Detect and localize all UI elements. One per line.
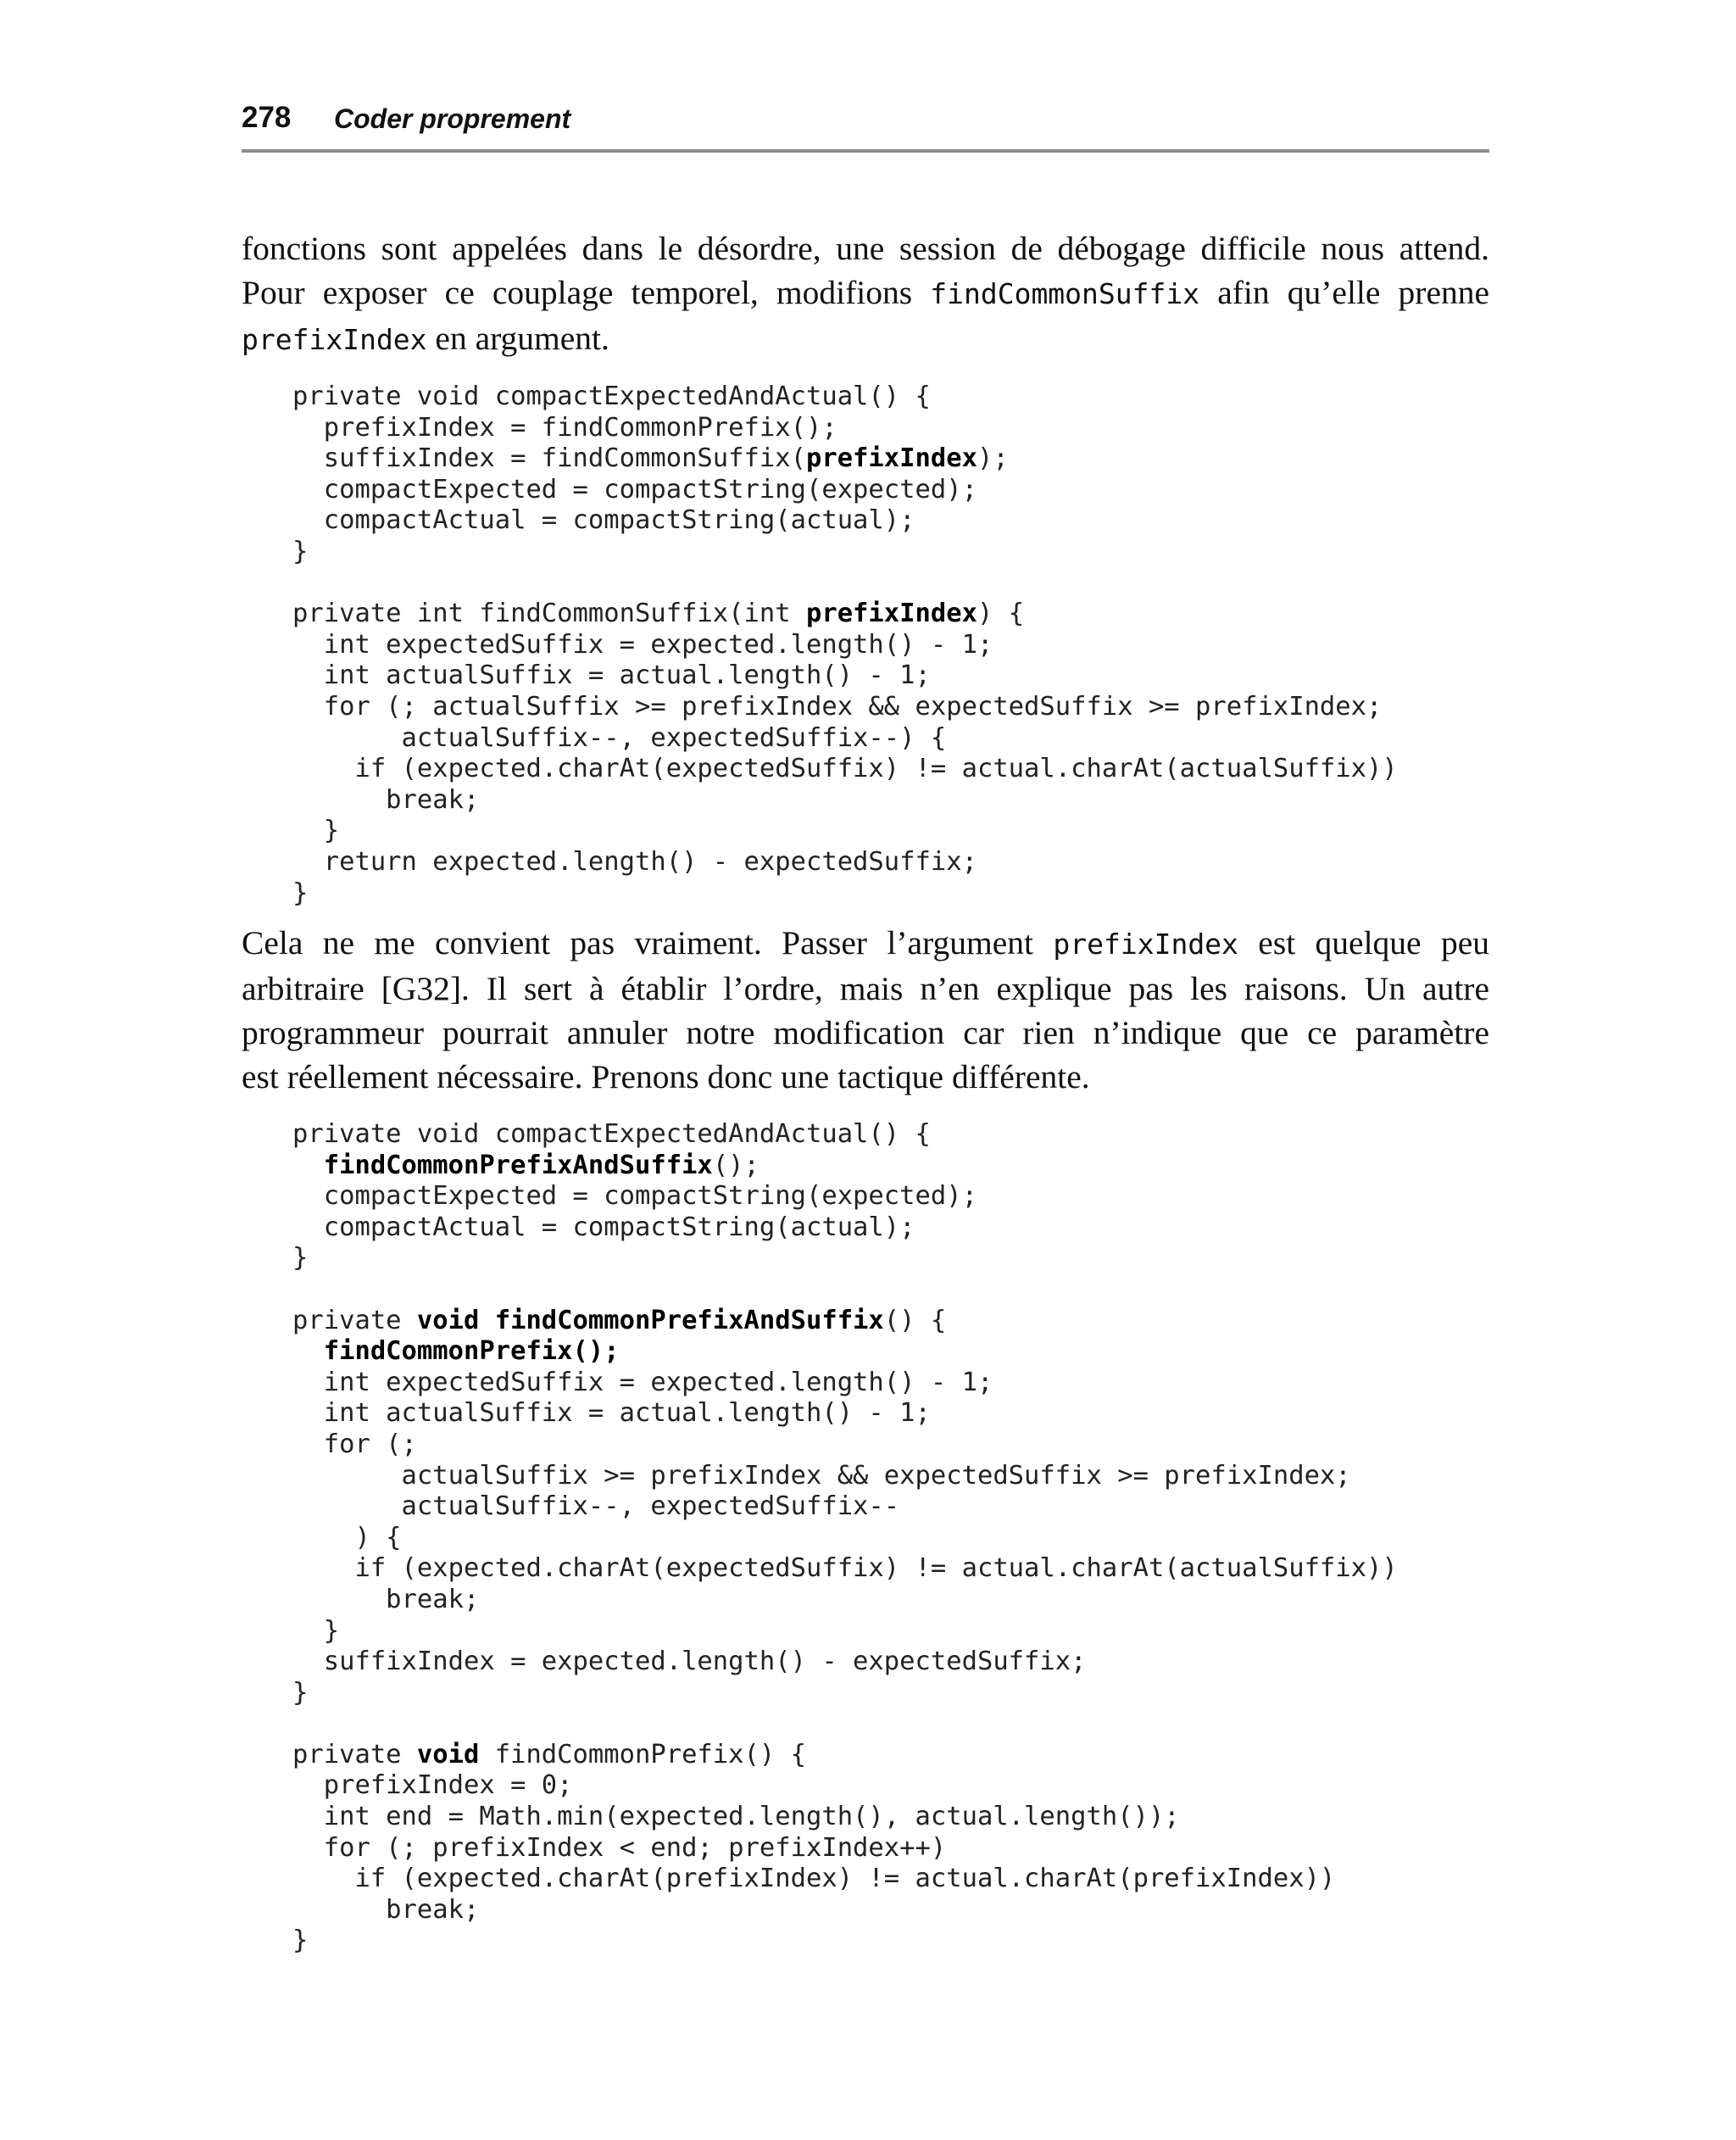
code-line: if (expected.charAt(expectedSuffix) != actual.charAt(actualSuffix)) xyxy=(292,1553,1398,1584)
code-line: findCommonPrefixAndSuffix(); xyxy=(323,1150,760,1180)
running-title: Coder proprement xyxy=(334,103,571,134)
code-line xyxy=(292,568,1398,599)
code-line: } xyxy=(292,536,309,566)
code-line: } xyxy=(292,878,309,908)
code-line: if (expected.charAt(prefixIndex) != actual.charAt(prefixIndex)) xyxy=(292,1864,1336,1894)
code-line: return expected.length() - expectedSuffix; xyxy=(292,846,977,877)
code-line: } xyxy=(292,816,340,846)
code-line: int expectedSuffix = expected.length() - 1; xyxy=(292,629,993,660)
highlighted-code: prefixIndex xyxy=(805,599,977,629)
code-line: suffixIndex = findCommonSuffix(prefixIndex); xyxy=(292,443,1009,474)
code-listing-2 xyxy=(292,1119,1398,1957)
code-line: int actualSuffix = actual.length() - 1; xyxy=(292,1398,931,1429)
code-line: actualSuffix--, expectedSuffix-- xyxy=(292,1491,900,1522)
code-line: break; xyxy=(292,784,480,815)
paragraph-intro xyxy=(242,226,1489,362)
code-line: private void findCommonPrefix() { xyxy=(292,1739,806,1769)
code-line: actualSuffix >= prefixIndex && expectedSuffix >= prefixIndex; xyxy=(292,1460,1351,1491)
code-line: compactExpected = compactString(expected); xyxy=(292,474,977,504)
code-line: int expectedSuffix = expected.length() - 1; xyxy=(292,1367,993,1397)
code-listing-1 xyxy=(292,382,1398,909)
text-line: Cela ne me convient pas vraiment. Passer l’argument prefixIndex est quelque peu xyxy=(242,924,1489,961)
text-line: programmeur pourrait annuler notre modification car rien n’indique que ce paramètre xyxy=(242,1014,1489,1051)
code-line: compactActual = compactString(actual); xyxy=(292,1212,915,1242)
code-line: compactActual = compactString(actual); xyxy=(292,505,915,536)
code-line: for (; prefixIndex < end; prefixIndex++) xyxy=(292,1832,947,1863)
code-line: private void compactExpectedAndActual() { xyxy=(292,1119,931,1149)
code-line: } xyxy=(292,1615,340,1646)
code-line: for (; xyxy=(292,1429,417,1459)
page-number: 278 xyxy=(242,101,292,134)
paragraph-discussion xyxy=(242,921,1489,1099)
code-line xyxy=(292,1708,1398,1740)
code-line: int actualSuffix = actual.length() - 1; xyxy=(292,660,931,691)
highlighted-code: prefixIndex xyxy=(805,443,977,474)
text-line: Pour exposer ce couplage temporel, modifions findCommonSuffix afin qu’elle prenne xyxy=(242,274,1490,311)
code-line: } xyxy=(292,1925,309,1956)
code-line: private int findCommonSuffix(int prefixIndex) { xyxy=(292,599,1025,629)
highlighted-code: findCommonPrefix(); xyxy=(323,1336,620,1367)
text-line: est réellement nécessaire. Prenons donc une tactique différente. xyxy=(242,1058,1090,1095)
code-line: break; xyxy=(292,1584,480,1614)
code-line: break; xyxy=(292,1894,480,1925)
code-line: private void compactExpectedAndActual() { xyxy=(292,382,931,411)
inline-code: findCommonSuffix xyxy=(930,277,1200,310)
code-line: for (; actualSuffix >= prefixIndex && expectedSuffix >= prefixIndex; xyxy=(292,691,1383,722)
code-line: private void findCommonPrefixAndSuffix() { xyxy=(292,1305,947,1335)
inline-code: prefixIndex xyxy=(242,323,427,356)
text-line: arbitraire [G32]. Il sert à établir l’ordre, mais n’en explique pas les raisons. Un autre xyxy=(242,970,1489,1007)
code-line: prefixIndex = 0; xyxy=(292,1770,573,1801)
code-line xyxy=(292,1336,1398,1368)
highlighted-code: findCommonPrefixAndSuffix xyxy=(323,1150,713,1180)
highlighted-code: void findCommonPrefixAndSuffix xyxy=(416,1305,884,1335)
code-line: prefixIndex = findCommonPrefix(); xyxy=(292,412,837,443)
code-line: } xyxy=(292,1243,309,1273)
code-line: int end = Math.min(expected.length(), actual.length()); xyxy=(292,1802,1180,1832)
text-line: prefixIndex en argument. xyxy=(242,320,609,357)
code-line: compactExpected = compactString(expected); xyxy=(292,1181,977,1212)
highlighted-code: void xyxy=(416,1739,480,1769)
text-line: fonctions sont appelées dans le désordre, une session de débogage difficile nous attend. xyxy=(242,230,1489,267)
code-line: ) { xyxy=(292,1522,402,1552)
code-line: if (expected.charAt(expectedSuffix) != actual.charAt(actualSuffix)) xyxy=(292,754,1398,784)
inline-code: prefixIndex xyxy=(1053,928,1238,961)
page-header xyxy=(242,100,1489,153)
code-line: suffixIndex = expected.length() - expectedSuffix; xyxy=(292,1647,1087,1677)
code-line: } xyxy=(292,1677,309,1708)
code-line: actualSuffix--, expectedSuffix--) { xyxy=(292,722,947,753)
code-line xyxy=(292,1274,1398,1306)
